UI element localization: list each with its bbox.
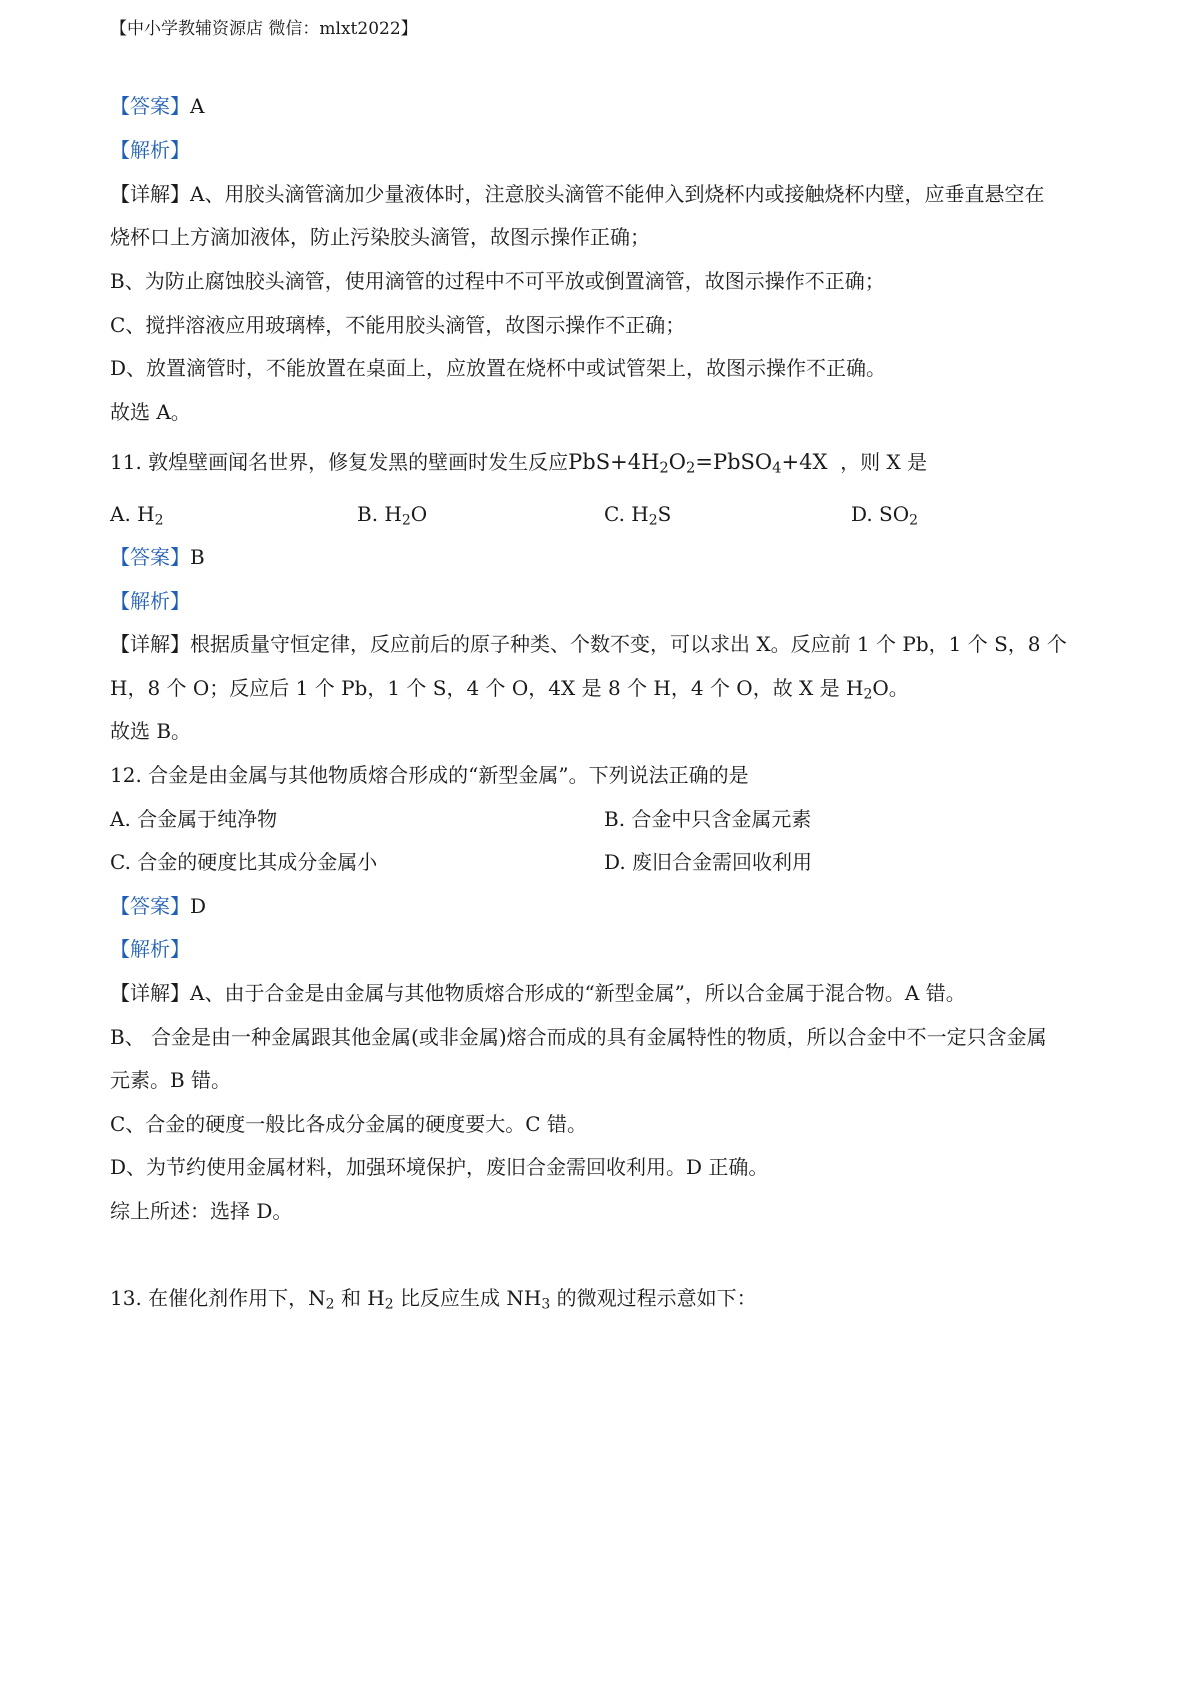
q10-detail-b: B、为防止腐蚀胶头滴管，使用滴管的过程中不可平放或倒置滴管，故图示操作不正确；: [110, 269, 885, 293]
opt-subscript: 2: [401, 512, 411, 529]
q12-detail-a: [110, 978, 1100, 1008]
opt-text: B. H: [357, 502, 402, 526]
q11-stem-suffix: ，则 X 是: [840, 450, 928, 474]
q12-option-a: A. 合金属于纯净物: [110, 807, 278, 831]
q13-stem: [110, 1283, 1100, 1313]
answer-tag: 【答案】: [110, 545, 190, 569]
eq-part: O: [668, 450, 686, 474]
stem-text: 的微观过程示意如下：: [550, 1286, 757, 1310]
q11-analysis-tag: 【解析】: [110, 589, 190, 613]
stem-subscript: 3: [541, 1296, 551, 1313]
opt-text: C. H: [604, 502, 649, 526]
opt-text: D. SO: [851, 502, 910, 526]
q11-stem-prefix: 11. 敦煌壁画闻名世界，修复发黑的壁画时发生反应: [110, 450, 569, 474]
q11-equation: [568, 450, 828, 477]
q12-detail-c: C、合金的硬度一般比各成分金属的硬度要大。C 错。: [110, 1112, 587, 1136]
eq-subscript: 2: [685, 459, 696, 477]
detail-tag: 【详解】: [110, 632, 190, 656]
q10-detail-d: D、放置滴管时，不能放置在桌面上，应放置在烧杯中或试管架上，故图示操作不正确。: [110, 356, 887, 380]
answer-value: B: [190, 545, 205, 569]
opt-text: O: [410, 502, 428, 526]
q10-conclusion: 故选 A。: [110, 400, 191, 424]
detail-tag: 【详解】: [110, 182, 190, 206]
opt-subscript: 2: [909, 512, 919, 529]
q11-conclusion: 故选 B。: [110, 719, 192, 743]
q11-stem: [110, 447, 1100, 477]
detail-subscript: 2: [863, 686, 873, 703]
answer-tag: 【答案】: [110, 94, 190, 118]
opt-subscript: 2: [648, 512, 658, 529]
q10-answer: [110, 91, 1100, 121]
q12-detail-d: D、为节约使用金属材料，加强环境保护，废旧合金需回收利用。D 正确。: [110, 1155, 769, 1179]
answer-tag: 【答案】: [110, 894, 190, 918]
opt-text: A. H: [110, 502, 155, 526]
eq-subscript: 4: [772, 459, 782, 477]
eq-part: =PbSO: [695, 450, 773, 474]
q12-option-d: D. 废旧合金需回收利用: [604, 850, 813, 874]
q12-detail-b-line-2: 元素。B 错。: [110, 1068, 232, 1092]
answer-value: A: [190, 94, 205, 118]
opt-subscript: 2: [154, 512, 164, 529]
q11-detail-line-2: [110, 673, 1100, 703]
q12-conclusion: 综上所述：选择 D。: [110, 1199, 293, 1223]
q12-answer: [110, 891, 1100, 921]
q10-analysis-tag: 【解析】: [110, 138, 190, 162]
q10-detail-line-2: 烧杯口上方滴加液体，防止污染胶头滴管，故图示操作正确；: [110, 225, 650, 249]
detail-tag: 【详解】: [110, 981, 190, 1005]
answer-value: D: [190, 894, 207, 918]
q12-option-c: C. 合金的硬度比其成分金属小: [110, 850, 378, 874]
detail-text: H，8 个 O；反应后 1 个 Pb，1 个 S，4 个 O，4X 是 8 个 H，4 个 O，故 X 是 H: [110, 676, 864, 700]
q10-detail-c: C、搅拌溶液应用玻璃棒，不能用胶头滴管，故图示操作不正确；: [110, 313, 686, 337]
eq-subscript: 2: [659, 459, 669, 477]
stem-text: 比反应生成 NH: [393, 1286, 542, 1310]
q11-option-a: [110, 499, 164, 529]
detail-text: A、用胶头滴管滴加少量液体时，注意胶头滴管不能伸入到烧杯内或接触烧杯内壁，应垂直悬空在: [190, 182, 1045, 206]
q11-detail-line-1: [110, 629, 1100, 659]
stem-subscript: 2: [325, 1296, 335, 1313]
q12-stem: 12. 合金是由金属与其他物质熔合形成的“新型金属”。下列说法正确的是: [110, 763, 749, 787]
q12-analysis-tag: 【解析】: [110, 937, 190, 961]
q11-option-c: [604, 499, 671, 529]
q10-detail-line-1: [110, 179, 1100, 209]
opt-text: S: [657, 502, 672, 526]
q12-detail-b-line-1: B、 合金是由一种金属跟其他金属(或非金属)熔合而成的具有金属特性的物质，所以合金中不一定只含金属: [110, 1025, 1047, 1049]
eq-part: +4X: [781, 450, 828, 474]
header-watermark: 【中小学教辅资源店 微信：mlxt2022】: [110, 19, 418, 39]
q11-answer: [110, 542, 1100, 572]
q11-option-b: [357, 499, 427, 529]
stem-text: 和 H: [334, 1286, 385, 1310]
q12-option-b: B. 合金中只含金属元素: [604, 807, 812, 831]
stem-subscript: 2: [384, 1296, 394, 1313]
detail-text: O。: [872, 676, 909, 700]
eq-part: PbS+4H: [568, 450, 660, 474]
q11-option-d: [851, 499, 918, 529]
stem-text: 13. 在催化剂作用下，N: [110, 1286, 326, 1310]
detail-text: 根据质量守恒定律，反应前后的原子种类、个数不变，可以求出 X。反应前 1 个 Pb，1 个 S，8 个: [190, 632, 1067, 656]
detail-text: A、由于合金是由金属与其他物质熔合形成的“新型金属”，所以合金属于混合物。A 错。: [190, 981, 966, 1005]
